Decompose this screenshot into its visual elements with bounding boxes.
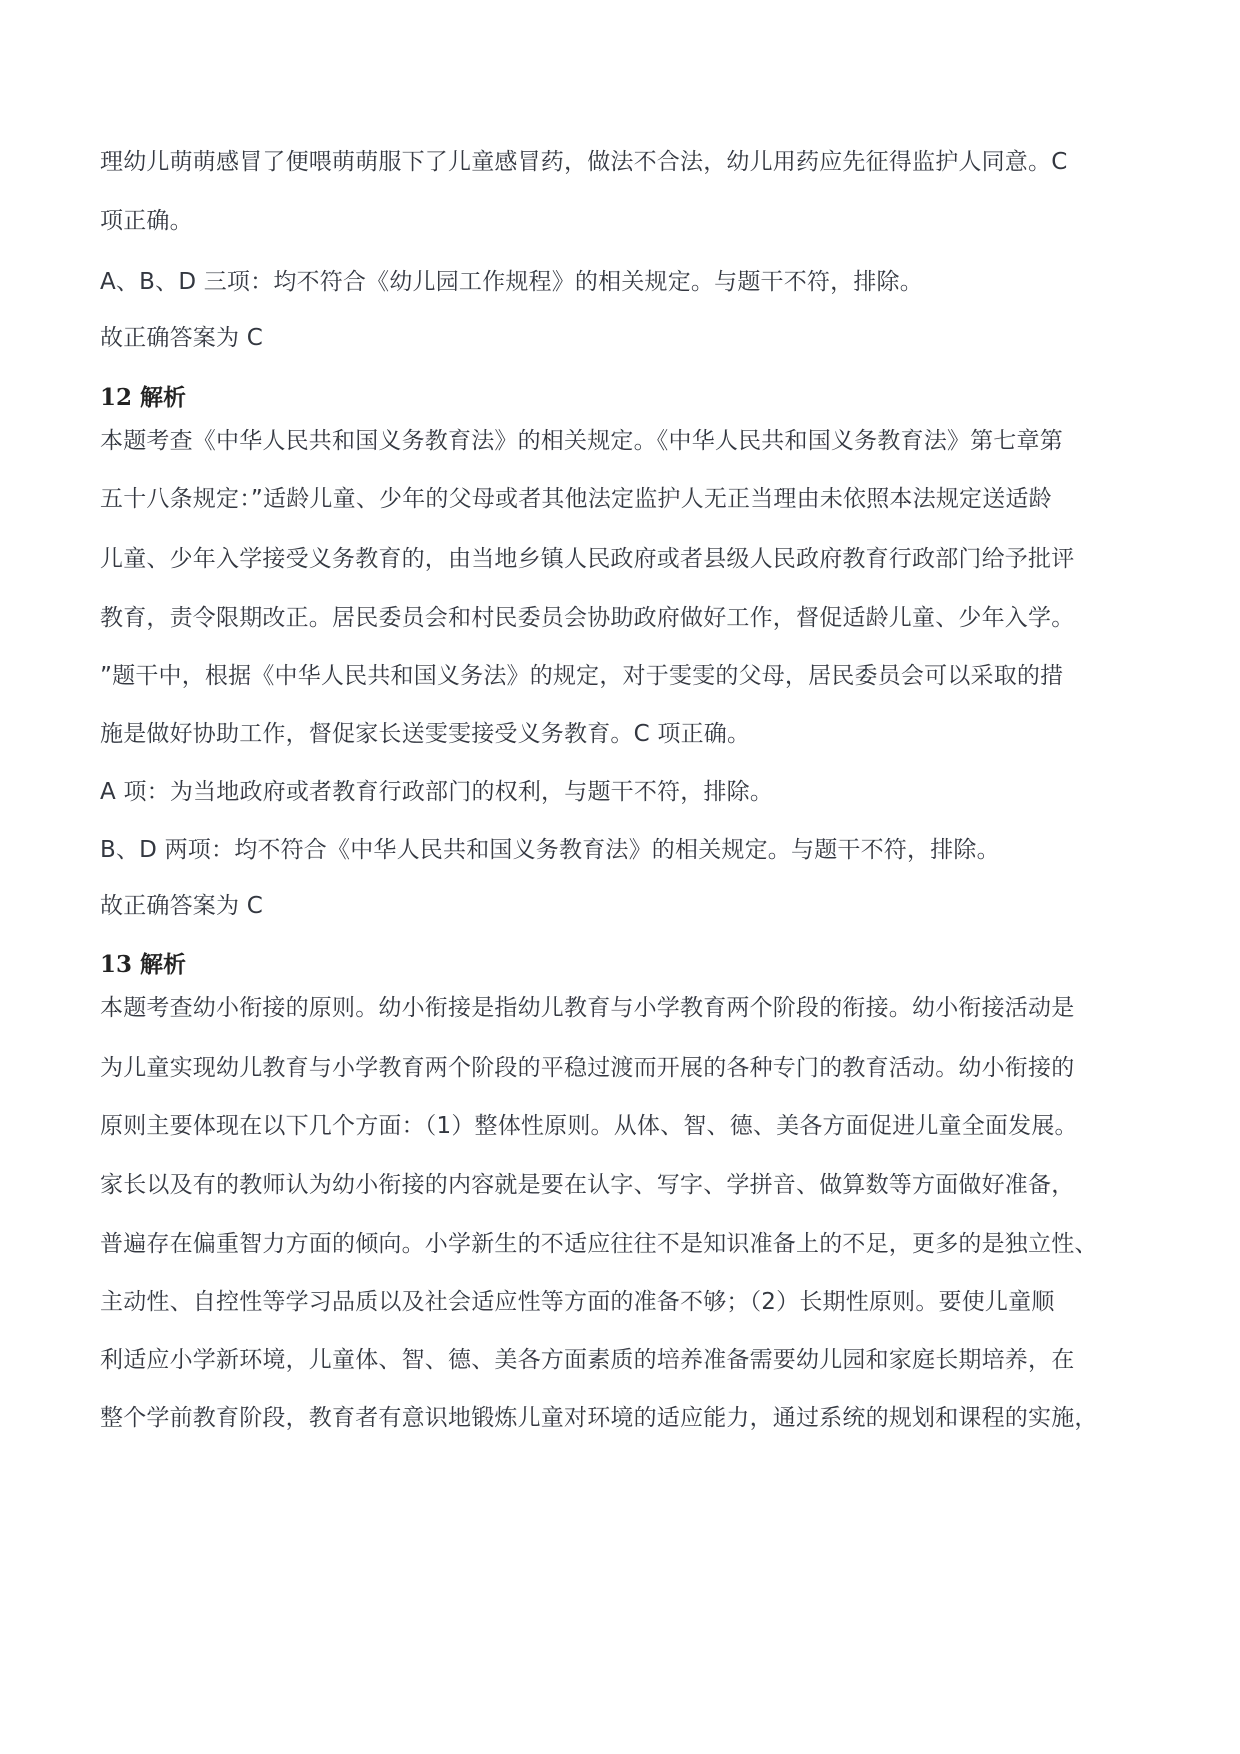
paragraph-line: A、B、D 三项：均不符合《幼儿园工作规程》的相关规定。与题干不符，排除。: [100, 269, 923, 295]
section-heading-12: 12 解析: [100, 384, 187, 411]
paragraph-line: 利适应小学新环境，儿童体、智、德、美各方面素质的培养准备需要幼儿园和家庭长期培养，在: [100, 1347, 1075, 1373]
paragraph-line: B、D 两项：均不符合《中华人民共和国义务教育法》的相关规定。与题干不符，排除。: [100, 837, 1000, 863]
paragraph-line: 普遍存在偏重智力方面的倾向。小学新生的不适应往往不是知识准备上的不足，更多的是独立性、: [100, 1231, 1098, 1257]
paragraph-line: 本题考查幼小衔接的原则。幼小衔接是指幼儿教育与小学教育两个阶段的衔接。幼小衔接活动是: [100, 995, 1075, 1021]
answer-line: 故正确答案为 C: [100, 893, 263, 919]
paragraph-line: 原则主要体现在以下几个方面：（1）整体性原则。从体、智、德、美各方面促进儿童全面发展。: [100, 1113, 1078, 1139]
paragraph-line: 项正确。: [100, 208, 193, 234]
paragraph-line: 教育，责令限期改正。居民委员会和村民委员会协助政府做好工作，督促适龄儿童、少年入学。: [100, 605, 1075, 631]
paragraph-line: 施是做好协助工作，督促家长送雯雯接受义务教育。C 项正确。: [100, 721, 751, 747]
paragraph-line: 五十八条规定：”适龄儿童、少年的父母或者其他法定监护人无正当理由未依照本法规定送适龄: [100, 486, 1052, 512]
paragraph-line: 本题考查《中华人民共和国义务教育法》的相关规定。《中华人民共和国义务教育法》第七章第: [100, 428, 1063, 454]
paragraph-line: 为儿童实现幼儿教育与小学教育两个阶段的平稳过渡而开展的各种专门的教育活动。幼小衔接的: [100, 1055, 1075, 1081]
paragraph-line: 理幼儿萌萌感冒了便喂萌萌服下了儿童感冒药，做法不合法，幼儿用药应先征得监护人同意。C: [100, 149, 1068, 175]
paragraph-line: 整个学前教育阶段，教育者有意识地锻炼儿童对环境的适应能力，通过系统的规划和课程的实施，: [100, 1405, 1098, 1431]
paragraph-line: 家长以及有的教师认为幼小衔接的内容就是要在认字、写字、学拼音、做算数等方面做好准备，: [100, 1172, 1075, 1198]
section-heading-13: 13 解析: [100, 951, 187, 978]
paragraph-line: A 项：为当地政府或者教育行政部门的权利，与题干不符，排除。: [100, 779, 774, 805]
answer-line: 故正确答案为 C: [100, 325, 263, 351]
paragraph-line: 儿童、少年入学接受义务教育的，由当地乡镇人民政府或者县级人民政府教育行政部门给予批评: [100, 546, 1075, 572]
document-page: [100, 0, 1160, 1754]
paragraph-line: 主动性、自控性等学习品质以及社会适应性等方面的准备不够；（2）长期性原则。要使儿童顺: [100, 1289, 1055, 1315]
paragraph-line: ”题干中，根据《中华人民共和国义务法》的规定，对于雯雯的父母，居民委员会可以采取的措: [100, 663, 1064, 689]
